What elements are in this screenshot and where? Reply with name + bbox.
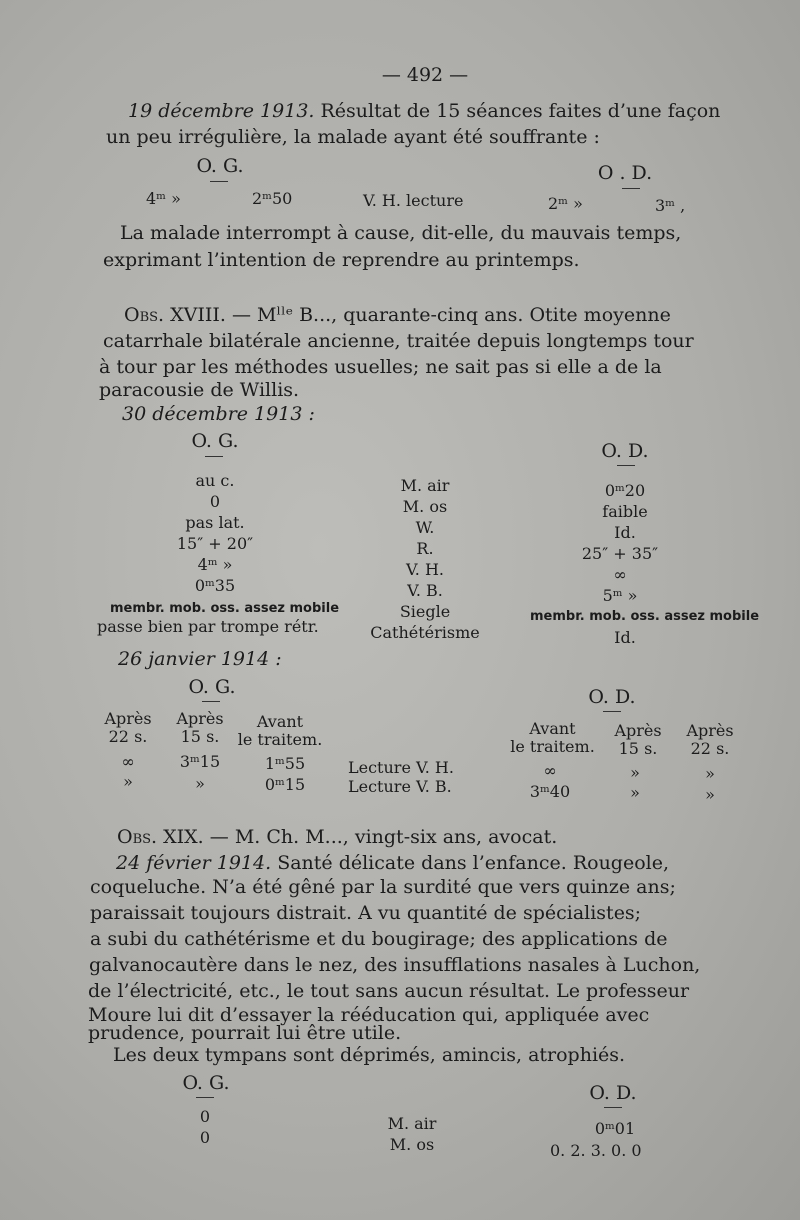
obs19-date: 24 février 1914. [116, 852, 272, 874]
obs18-head: Obs. XVIII. — [124, 304, 251, 326]
obs18-right-cell: faible [602, 502, 648, 521]
hdr-cell: le traitem. [510, 737, 595, 756]
obs19-od: O. D. [589, 1082, 637, 1104]
obs19-line10: Les deux tympans sont déprimés, amincis, atrophiés. [113, 1044, 626, 1066]
obs19-line1 [117, 826, 557, 848]
page-number: — 492 — [381, 64, 469, 86]
obs19-og: O. G. [182, 1072, 230, 1094]
obs18-row1-cell: ∞ [543, 761, 557, 780]
obs19-line1-text: M. Ch. M..., vingt-six ans, avocat. [234, 826, 558, 848]
obs19-line4: paraissait toujours distrait. A vu quantité de spécialistes; [90, 902, 642, 924]
obs19-line7: de l’électricité, etc., le tout sans aucun résultat. Le professeur [88, 980, 690, 1002]
divider [617, 465, 635, 466]
entry1-cell: 3ᵐ , [655, 196, 686, 215]
obs18-right-cell: 25″ + 35″ [581, 544, 659, 563]
obs18-left-cell: 0ᵐ35 [194, 576, 236, 595]
entry1-text [128, 100, 720, 122]
obs18-hdr-right [500, 720, 605, 756]
entry1-cell: 4ᵐ » [146, 189, 181, 208]
hdr-cell: Avant [529, 719, 576, 738]
obs18-row2-cell: » [195, 774, 205, 793]
obs18-left-cell: 4ᵐ » [197, 555, 233, 574]
obs18-row2-cell: Lecture V. B. [348, 777, 452, 796]
obs18-line2: catarrhale bilatérale ancienne, traitée depuis longtemps tour [103, 330, 694, 352]
hdr-cell: Après [176, 709, 224, 728]
obs18-left-cell: au c. [195, 471, 235, 490]
obs18-mid-cell: Cathétérisme [370, 623, 480, 642]
obs19-right-cell: 0. 2. 3. 0. 0 [550, 1141, 642, 1160]
divider [196, 1097, 214, 1098]
hdr-cell: 15 s. [180, 727, 220, 746]
divider [202, 701, 220, 702]
obs18-og2: O. G. [188, 676, 236, 698]
obs18-mid-cell: M. air [400, 476, 450, 495]
obs19-left-cell: 0 [199, 1128, 211, 1147]
obs18-line4: paracousie de Willis. [99, 379, 300, 401]
divider [622, 188, 640, 189]
obs18-row1-cell: » [630, 763, 640, 782]
obs18-right-cell: 5ᵐ » [602, 586, 638, 605]
divider [205, 456, 223, 457]
entry1-note1: La malade interrompt à cause, dit-elle, du mauvais temps, [120, 222, 682, 244]
obs19-line3: coqueluche. N’a été gêné par la surdité que vers quinze ans; [90, 876, 676, 898]
hdr-cell: Après [104, 709, 152, 728]
hdr-cell: le traitem. [237, 730, 323, 749]
entry1-line1: Résultat de 15 séances faites d’une façon [320, 100, 721, 122]
obs18-row2-cell: 0ᵐ15 [264, 775, 306, 794]
obs18-mid-cell: M. os [402, 497, 448, 516]
obs18-left-cell: pas lat. [185, 513, 245, 532]
obs18-left-cell: passe bien par trompe rétr. [97, 617, 319, 636]
obs19-line2 [116, 852, 669, 874]
hdr-cell: Après [686, 721, 734, 740]
obs18-row2-cell: » [123, 772, 133, 791]
obs19-line9: prudence, pourrait lui être utile. [88, 1022, 402, 1044]
obs19-head: Obs. XIX. — [117, 826, 229, 848]
obs18-row2-cell: 3ᵐ40 [529, 782, 571, 801]
obs18-hdr-right [606, 722, 670, 758]
obs19-line6: galvanocautère dans le nez, des insufflations nasales à Luchon, [89, 954, 701, 976]
entry1-date: 19 décembre 1913. [128, 100, 315, 122]
obs18-left-cell: 15″ + 20″ [176, 534, 254, 553]
obs18-line3: à tour par les méthodes usuelles; ne sait pas si elle a de la [99, 356, 662, 378]
obs18-right-cell: Id. [614, 628, 636, 647]
entry1-cell: 2ᵐ » [548, 194, 583, 213]
obs18-row2-cell: » [705, 785, 715, 804]
hdr-cell: Après [614, 721, 662, 740]
obs18-mid-cell: V. B. [407, 581, 443, 600]
entry1-og: O. G. [196, 155, 244, 177]
entry1-cell: 2ᵐ50 [252, 189, 293, 208]
obs18-left-cell: membr. mob. oss. assez mobile [110, 601, 340, 616]
obs18-og: O. G. [191, 430, 239, 452]
obs19-line2-text: Santé délicate dans l’enfance. Rougeole, [277, 852, 670, 874]
divider [604, 1107, 622, 1108]
obs19-mid-cell: M. air [387, 1114, 437, 1133]
obs18-date2: 26 janvier 1914 : [118, 648, 282, 670]
hdr-cell: 15 s. [618, 739, 658, 758]
entry1-note2: exprimant l’intention de reprendre au printemps. [103, 249, 580, 271]
obs18-od: O. D. [601, 440, 649, 462]
obs18-row1-cell: 3ᵐ15 [179, 752, 221, 771]
obs18-mid-cell: Siegle [399, 602, 451, 621]
obs18-line1 [124, 304, 671, 326]
divider [210, 181, 228, 182]
obs18-right-cell: membr. mob. oss. assez mobile [530, 609, 760, 624]
divider [603, 711, 621, 712]
obs18-hdr-right [678, 722, 742, 758]
hdr-cell: 22 s. [690, 739, 730, 758]
obs18-row1-cell: 1ᵐ55 [264, 754, 306, 773]
obs18-row1-cell: Lecture V. H. [348, 758, 454, 777]
obs19-mid-cell: M. os [389, 1135, 435, 1154]
entry1-cell: V. H. lecture [363, 191, 464, 210]
obs19-line5: a subi du cathétérisme et du bougirage; des applications de [90, 928, 668, 950]
obs19-line8: Moure lui dit d’essayer la rééducation qui, appliquée avec [88, 1004, 650, 1026]
obs18-line1-text: Mˡˡᵉ B..., quarante-cinq ans. Otite moyenne [257, 304, 671, 326]
obs18-od2: O. D. [588, 686, 636, 708]
obs18-mid-cell: R. [416, 539, 434, 558]
obs18-left-cell: 0 [209, 492, 221, 511]
entry1-line2: un peu irrégulière, la malade ayant été souffrante : [106, 126, 600, 148]
obs18-hdr-left [168, 710, 232, 746]
obs18-hdr-left [96, 710, 160, 746]
obs18-mid-cell: W. [415, 518, 435, 537]
hdr-cell: 22 s. [108, 727, 148, 746]
obs18-mid-cell: V. H. [406, 560, 444, 579]
obs18-hdr-left [230, 713, 330, 749]
obs18-date1: 30 décembre 1913 : [122, 403, 315, 425]
obs18-row1-cell: ∞ [121, 752, 135, 771]
obs18-right-cell: 0ᵐ20 [604, 481, 646, 500]
obs18-right-cell: Id. [614, 523, 636, 542]
obs18-right-cell: ∞ [613, 565, 627, 584]
obs19-right-cell: 0ᵐ01 [594, 1119, 636, 1138]
obs18-row2-cell: » [630, 783, 640, 802]
entry1-od: O . D. [597, 162, 653, 184]
hdr-cell: Avant [256, 712, 304, 731]
obs18-row1-cell: » [705, 764, 715, 783]
obs19-left-cell: 0 [199, 1107, 211, 1126]
